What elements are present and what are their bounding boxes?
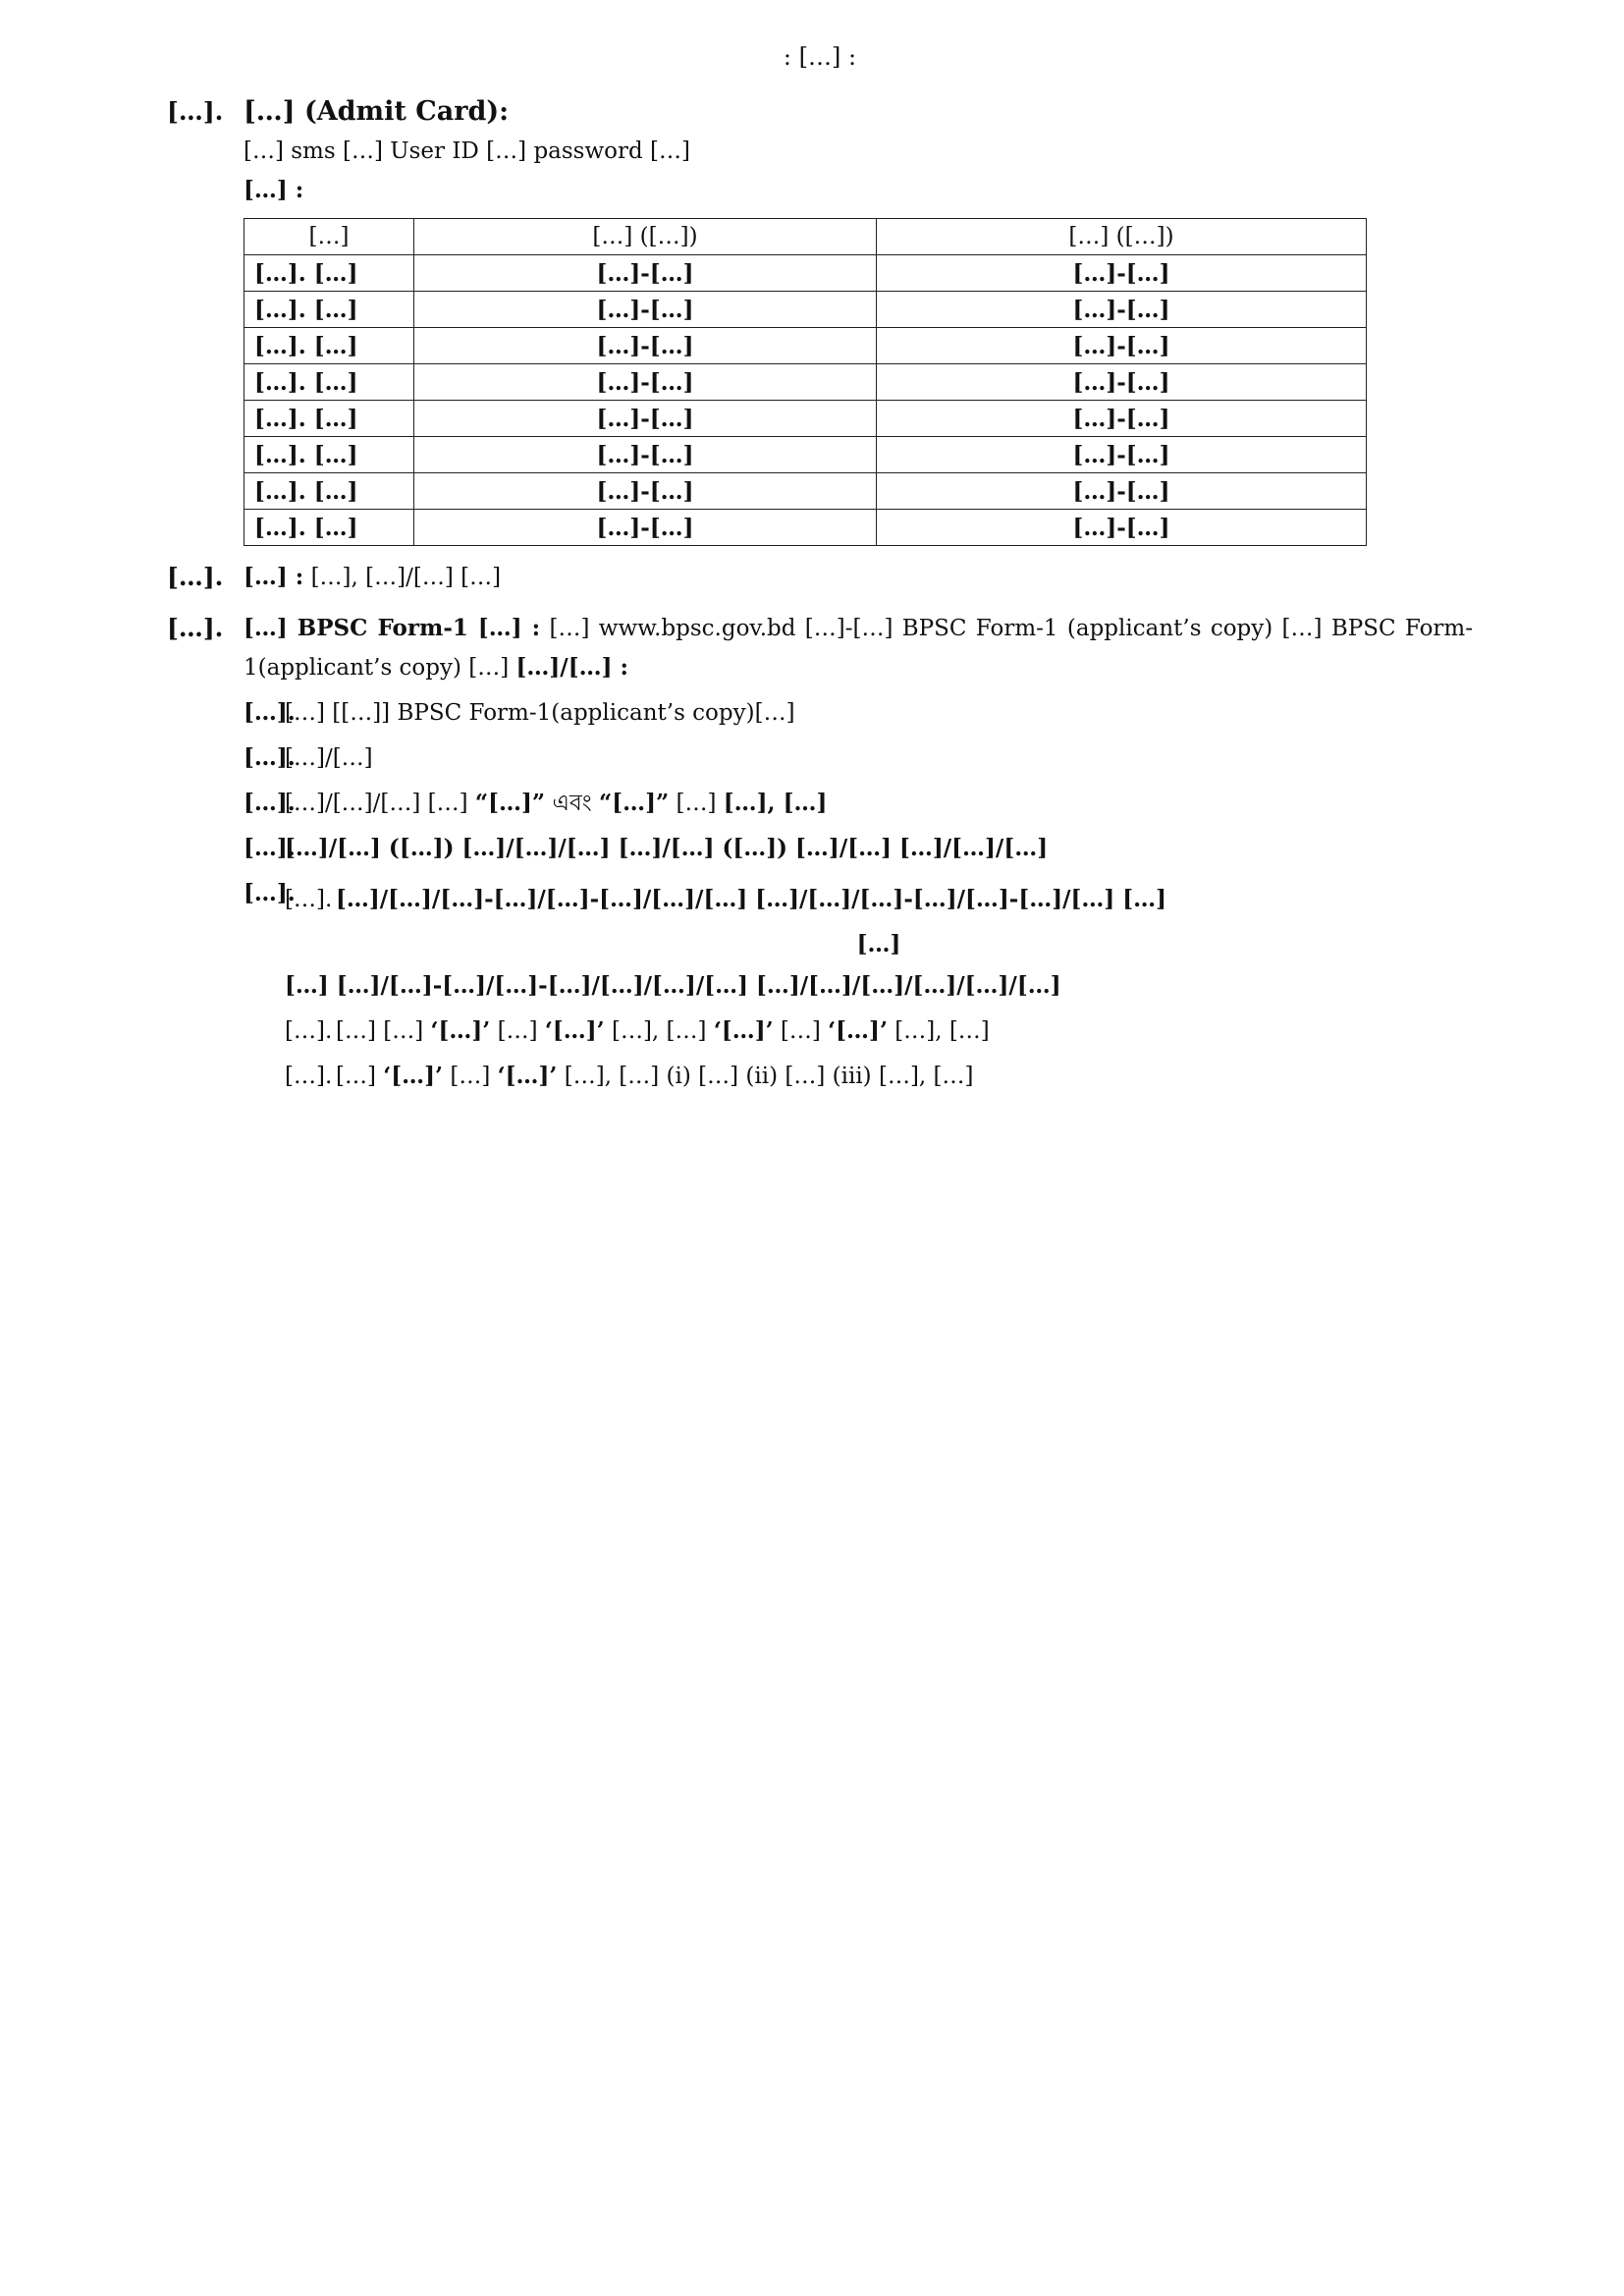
table-cell: […]-[…] — [877, 473, 1367, 510]
table-cell: […]-[…] — [414, 328, 877, 364]
table-cell: […]-[…] — [877, 401, 1367, 437]
list-item-label: […]. — [244, 699, 296, 726]
nested-item-text: […], […] (i) […] (ii) […] (iii) […], […] — [564, 1064, 974, 1089]
table-cell: […]-[…] — [414, 292, 877, 328]
list-item-label: […]. — [244, 744, 296, 771]
table-cell: […]-[…] — [414, 510, 877, 546]
table-cell: […]-[…] — [414, 255, 877, 292]
list-item-label: […]. — [244, 790, 296, 816]
section-paragraph: […] www.bpsc.gov.bd […]-[…] BPSC Form-1 (applicant’s copy) […] BPSC Form-1(applicant’s copy) […] — [244, 616, 1474, 681]
or-separator: […] — [856, 931, 901, 957]
table-cell: […]. […] — [244, 510, 414, 546]
table-row — [244, 328, 1367, 364]
nested-item-text: […]/[…]/[…]-[…]/[…]-[…]/[…]/[…] […]/[…]/[…]-[…]/[…]-[…]/[…] […] — [336, 886, 1167, 912]
table-cell: […]-[…] — [414, 473, 877, 510]
list-item-kha — [244, 738, 1473, 778]
nested-item-text: […] — [450, 1064, 491, 1089]
section-paragraph: […], […]/[…] […] — [310, 565, 502, 590]
section-paragraph-bold: […]/[…] : — [515, 654, 628, 681]
table-cell: […]-[…] — [877, 364, 1367, 401]
table-header: […] ([…]) — [414, 219, 877, 255]
table-row — [244, 473, 1367, 510]
quoted-term: ‘[…]’ — [430, 1017, 491, 1044]
section-paragraph: […] sms […] User ID […] password […] — [244, 138, 690, 164]
table-cell: […]. […] — [244, 473, 414, 510]
table-cell: […]-[…] — [877, 510, 1367, 546]
table-cell: […]. […] — [244, 364, 414, 401]
list-item-text: […] [[…]] BPSC Form-1(applicant’s copy)[…] — [285, 700, 795, 726]
table-cell: […]-[…] — [414, 437, 877, 473]
table-cell: […]-[…] — [877, 292, 1367, 328]
nested-item-text: […] […] — [336, 1018, 424, 1044]
table-cell: […]. […] — [244, 401, 414, 437]
list-item-label: […]. — [244, 880, 296, 906]
nested-item-text: […] — [336, 1064, 376, 1089]
table-cell: […]. […] — [244, 292, 414, 328]
quoted-term: ‘[…]’ — [497, 1063, 558, 1089]
table-cell: […]-[…] — [877, 255, 1367, 292]
table-cell: […]-[…] — [877, 328, 1367, 364]
table-caption: […] : — [244, 177, 304, 203]
quoted-term: ‘[…]’ — [713, 1017, 774, 1044]
list-item-bold-note: […], […] — [723, 790, 828, 816]
table-row — [244, 292, 1367, 328]
table-row — [244, 510, 1367, 546]
table-cell: […]-[…] — [414, 401, 877, 437]
table-row — [244, 401, 1367, 437]
table-cell: […]. […] — [244, 328, 414, 364]
quoted-term: ‘[…]’ — [828, 1017, 888, 1044]
list-item-gha — [244, 829, 1473, 868]
nested-item-2 — [285, 1011, 1473, 1051]
nested-item-text: […], […] — [611, 1018, 707, 1044]
table-row — [244, 364, 1367, 401]
list-item-text: […]/[…] ([…]) […]/[…]/[…] […]/[…] ([…]) […]/[…] […]/[…]/[…] — [285, 835, 1049, 861]
nested-item-1 — [285, 880, 1473, 919]
table-cell: […]. […] — [244, 255, 414, 292]
section-title: […] BPSC Form-1 […] : — [244, 615, 541, 641]
table-header-row — [244, 219, 1367, 255]
section-title: […] (Admit Card): — [244, 96, 510, 127]
nested-item-label: […]. — [285, 1064, 333, 1089]
quoted-term: ‘[…]’ — [544, 1017, 605, 1044]
document-page — [167, 43, 1473, 1096]
section-12 — [167, 92, 1473, 210]
section-14 — [167, 609, 1473, 1096]
section-title: […] : — [244, 564, 304, 590]
table-row — [244, 437, 1367, 473]
page-number: : […] : — [783, 43, 857, 71]
section-number: […]. — [167, 97, 224, 126]
table-cell: […]-[…] — [414, 364, 877, 401]
nested-item-label: […]. — [285, 1018, 333, 1044]
nested-item-text: […] — [497, 1018, 538, 1044]
list-item-label: […]. — [244, 835, 296, 861]
table-header: […] ([…]) — [877, 219, 1367, 255]
list-item-text: […]/[…] — [285, 745, 373, 771]
list-item-text: […]/[…]/[…] […] — [285, 791, 468, 816]
nested-item-label: […]. — [285, 887, 333, 912]
quoted-term: “[…]” — [598, 790, 670, 816]
quoted-term: ‘[…]’ — [383, 1063, 444, 1089]
table-cell: […]. […] — [244, 437, 414, 473]
alternative-text: […] […]/[…]-[…]/[…]-[…]/[…]/[…]/[…] […]/[…]/[…]/[…]/[…]/[…] — [285, 972, 1061, 999]
list-item-ga: […]. […]/[…]/[…] […] “[…]” এবং “[…]” […] […], […] — [244, 784, 1473, 823]
list-item-uma — [244, 874, 1473, 1096]
list-item-text: […] — [676, 791, 717, 816]
registration-range-table — [244, 218, 1367, 546]
table-cell: […]-[…] — [877, 437, 1367, 473]
list-item-ka — [244, 693, 1473, 733]
section-13 — [167, 558, 1473, 597]
nested-item-3 — [285, 1057, 1473, 1096]
nested-item-text: […], […] — [894, 1018, 990, 1044]
table-row — [244, 255, 1367, 292]
section-number: […]. — [167, 563, 224, 591]
nested-item-text: […] — [780, 1018, 821, 1044]
table-header: […] — [244, 219, 414, 255]
quoted-term: “[…]” — [474, 790, 546, 816]
section-number: […]. — [167, 614, 224, 642]
